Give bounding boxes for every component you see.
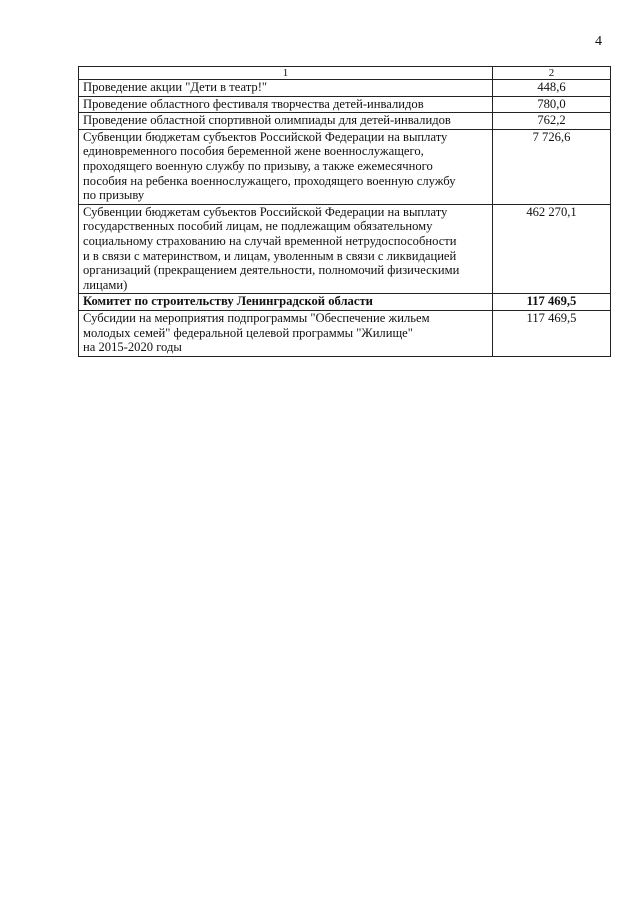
row-amount: 117 469,5 — [493, 310, 611, 356]
row-description: Субсидии на мероприятия подпрограммы "Обеспечение жильем молодых семей" федеральной целевой программы "Жилище" на 2015-2020 годы — [79, 310, 493, 356]
row-amount: 448,6 — [493, 80, 611, 97]
table-row — [79, 96, 611, 113]
row-amount: 780,0 — [493, 96, 611, 113]
table-row — [79, 80, 611, 97]
row-description: Субвенции бюджетам субъектов Российской Федерации на выплату единовременного пособия беременной жене военнослужащего, проходящего военную службу по призыву, а также ежемесячного пособия на ребенка военнослужащего, проходящего военную службу по призыву — [79, 129, 493, 204]
column-header-2: 2 — [493, 67, 611, 80]
table-row — [79, 310, 611, 356]
row-description: Проведение областной спортивной олимпиады для детей-инвалидов — [79, 113, 493, 130]
table-row — [79, 129, 611, 204]
column-header-1: 1 — [79, 67, 493, 80]
row-description: Субвенции бюджетам субъектов Российской Федерации на выплату государственных пособий лицам, не подлежащим обязательному социальному страхованию на случай временной нетрудоспособности и в связи с материнством, и лицам, уволенным в связи с ликвидацией организаций (прекращением деятельности, полномочий физическими лицами) — [79, 204, 493, 294]
row-amount: 117 469,5 — [493, 294, 611, 311]
row-amount: 7 726,6 — [493, 129, 611, 204]
table-row-committee — [79, 294, 611, 311]
row-description: Проведение акции "Дети в театр!" — [79, 80, 493, 97]
row-amount: 462 270,1 — [493, 204, 611, 294]
page-number: 4 — [595, 34, 602, 49]
row-description: Проведение областного фестиваля творчества детей-инвалидов — [79, 96, 493, 113]
row-amount: 762,2 — [493, 113, 611, 130]
table-row — [79, 113, 611, 130]
table-row — [79, 204, 611, 294]
table-header-row — [79, 67, 611, 80]
row-description: Комитет по строительству Ленинградской области — [79, 294, 493, 311]
budget-table — [78, 66, 611, 357]
